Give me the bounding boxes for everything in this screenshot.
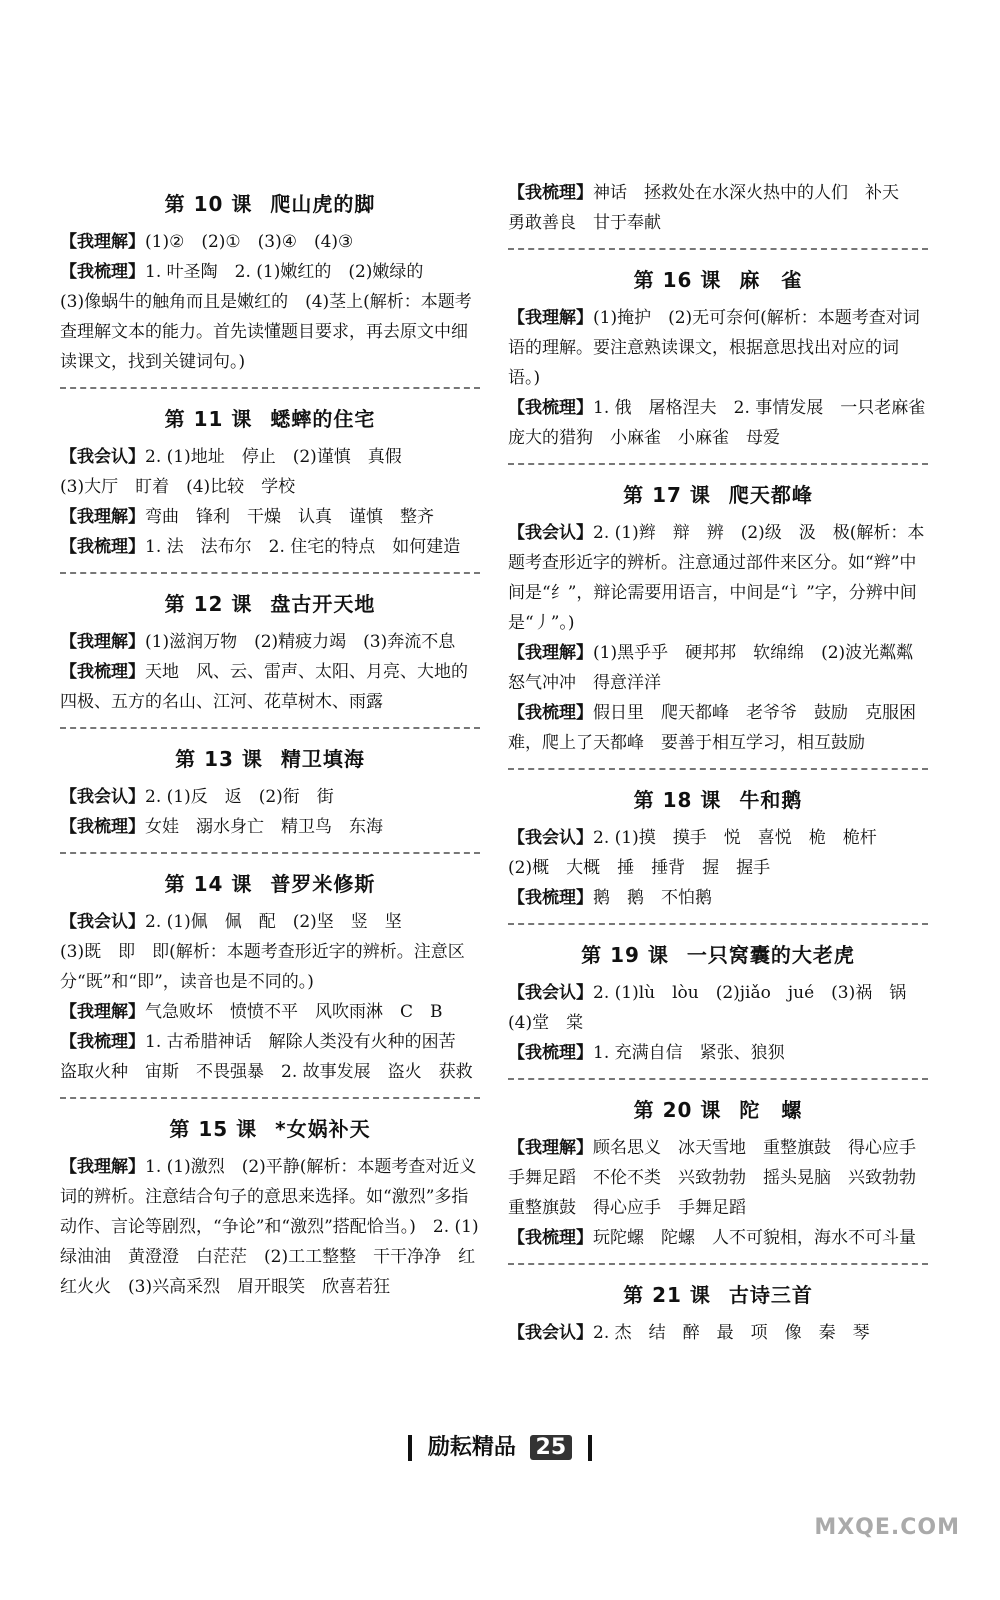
lesson-title bbox=[60, 403, 480, 432]
answer-line bbox=[60, 997, 480, 1027]
answer-tag: 【我会认】 bbox=[508, 1323, 593, 1343]
answer-tag: 【我理解】 bbox=[60, 507, 145, 527]
section-divider bbox=[508, 768, 928, 770]
footer-brand: 励耘精品 bbox=[427, 1435, 516, 1460]
answer-line bbox=[60, 657, 480, 717]
answer-tag: 【我理解】 bbox=[508, 1138, 593, 1158]
answer-tag: 【我梳理】 bbox=[60, 1032, 145, 1052]
answer-line bbox=[508, 698, 928, 758]
right-column bbox=[508, 178, 943, 1348]
section-divider bbox=[60, 572, 480, 574]
answer-tag: 【我理解】 bbox=[60, 1157, 145, 1177]
answer-text: 玩陀螺 陀螺 人不可貌相，海水不可斗量 bbox=[593, 1228, 916, 1248]
lesson-name: 爬天都峰 bbox=[728, 483, 813, 507]
answer-line bbox=[508, 1038, 928, 1068]
answer-tag: 【我会认】 bbox=[60, 912, 145, 932]
lesson-name: 陀 螺 bbox=[739, 1098, 803, 1122]
answer-tag: 【我梳理】 bbox=[508, 1043, 593, 1063]
left-column bbox=[60, 180, 480, 1302]
answer-line bbox=[508, 178, 928, 238]
answer-text: (1)② (2)① (3)④ (4)③ bbox=[145, 232, 354, 252]
answer-tag: 【我梳理】 bbox=[508, 398, 593, 418]
answer-line bbox=[508, 1318, 928, 1348]
answer-tag: 【我会认】 bbox=[508, 983, 593, 1003]
lesson-title bbox=[60, 868, 480, 897]
lesson-number: 第 21 课 bbox=[623, 1283, 711, 1307]
section-divider bbox=[508, 248, 928, 250]
answer-tag: 【我梳理】 bbox=[508, 183, 593, 203]
answer-text: 神话 拯救处在水深火热中的人们 补天 勇敢善良 甘于奉献 bbox=[508, 183, 916, 233]
lesson-title bbox=[60, 743, 480, 772]
section-divider bbox=[508, 1078, 928, 1080]
answer-text: 天地 风、云、雷声、太阳、月亮、大地的四极、五方的名山、江河、花草树木、雨露 bbox=[60, 662, 468, 712]
lesson-name: 蟋蟀的住宅 bbox=[270, 407, 376, 431]
answer-tag: 【我梳理】 bbox=[60, 537, 145, 557]
answer-text: 1. 充满自信 紧张、狼狈 bbox=[593, 1043, 785, 1063]
lesson-title bbox=[508, 784, 928, 813]
answer-text: 2. 杰 结 醉 最 项 像 秦 琴 bbox=[593, 1323, 870, 1343]
lesson-number: 第 12 课 bbox=[164, 592, 253, 616]
answer-text: 2. (1)辫 辩 辨 (2)级 汲 极(解析：本题考查形近字的辨析。注意通过部件来区分。如“辫”中间是“纟”，辩论需要用语言，中间是“讠”字，分辨中间是“丿”。) bbox=[508, 523, 925, 633]
answer-line bbox=[508, 638, 931, 698]
lesson-title bbox=[508, 1094, 928, 1123]
answer-text: 2. (1)lù lòu (2)jiǎo jué (3)祸 锅 (4)堂 棠 bbox=[508, 983, 924, 1033]
answer-line bbox=[60, 442, 480, 472]
lesson-number: 第 16 课 bbox=[633, 268, 722, 292]
lesson-title bbox=[508, 264, 928, 293]
section-divider bbox=[60, 727, 480, 729]
lesson-name: 普罗米修斯 bbox=[270, 872, 376, 896]
answer-line bbox=[508, 518, 928, 638]
lesson-number: 第 15 课 bbox=[169, 1117, 258, 1141]
answer-tag: 【我理解】 bbox=[60, 232, 145, 252]
answer-text: 假日里 爬天都峰 老爷爷 鼓励 克服困难，爬上了天都峰 要善于相互学习，相互鼓励 bbox=[508, 703, 916, 753]
lesson-number: 第 11 课 bbox=[164, 407, 253, 431]
answer-line bbox=[508, 303, 928, 393]
footer-bar-right bbox=[588, 1435, 592, 1461]
lesson-number: 第 18 课 bbox=[633, 788, 722, 812]
answer-text: 1. 俄 屠格涅夫 2. 事情发展 一只老麻雀 庞大的猎狗 小麻雀 小麻雀 母爱 bbox=[508, 398, 943, 448]
answer-line bbox=[60, 472, 480, 502]
answer-text: (1)掩护 (2)无可奈何(解析：本题考查对词语的理解。要注意熟读课文，根据意思找出对应的词语。) bbox=[508, 308, 920, 388]
answer-tag: 【我梳理】 bbox=[508, 703, 593, 723]
answer-line bbox=[60, 812, 480, 842]
lesson-number: 第 14 课 bbox=[164, 872, 253, 896]
lesson-name: 爬山虎的脚 bbox=[270, 192, 376, 216]
answer-text: (3)像蜗牛的触角而且是嫩红的 (4)茎上(解析：本题考查理解文本的能力。首先读懂题目要求，再去原文中细读课文，找到关键词句。) bbox=[60, 292, 472, 372]
answer-tag: 【我梳理】 bbox=[508, 1228, 593, 1248]
answer-text: 2. (1)摸 摸手 悦 喜悦 桅 桅杆 bbox=[593, 828, 877, 848]
answer-line bbox=[508, 853, 928, 883]
answer-tag: 【我理解】 bbox=[508, 643, 593, 663]
lesson-number: 第 20 课 bbox=[633, 1098, 722, 1122]
answer-line bbox=[60, 502, 480, 532]
answer-line bbox=[508, 883, 928, 913]
section-divider bbox=[60, 1097, 480, 1099]
lesson-name: 精卫填海 bbox=[280, 747, 365, 771]
lesson-name: 牛和鹅 bbox=[739, 788, 803, 812]
lesson-name: 一只窝囊的大老虎 bbox=[686, 943, 855, 967]
answer-text: (3)大厅 盯着 (4)比较 学校 bbox=[60, 477, 296, 497]
answer-text: 1. 古希腊神话 解除人类没有火种的困苦 盗取火种 宙斯 不畏强暴 2. 故事发展 盗火 获救 bbox=[60, 1032, 473, 1082]
answer-text: 2. (1)反 返 (2)衔 街 bbox=[145, 787, 334, 807]
answer-line bbox=[60, 257, 480, 287]
answer-tag: 【我梳理】 bbox=[508, 888, 593, 908]
lesson-name: 盘古开天地 bbox=[270, 592, 376, 616]
answer-line bbox=[508, 393, 943, 453]
footer-bar-left bbox=[408, 1435, 412, 1461]
answer-tag: 【我理解】 bbox=[508, 308, 593, 328]
answer-line bbox=[508, 1133, 933, 1223]
lesson-title bbox=[60, 188, 480, 217]
lesson-title bbox=[60, 588, 480, 617]
lesson-name: 麻 雀 bbox=[739, 268, 803, 292]
answer-line bbox=[60, 532, 480, 562]
answer-line bbox=[60, 1027, 480, 1087]
lesson-number: 第 17 课 bbox=[623, 483, 711, 507]
section-divider bbox=[60, 387, 480, 389]
page-footer bbox=[0, 1430, 1000, 1461]
answer-text: 弯曲 锋利 干燥 认真 谨慎 整齐 bbox=[145, 507, 434, 527]
answer-tag: 【我理解】 bbox=[60, 632, 145, 652]
lesson-number: 第 19 课 bbox=[581, 943, 669, 967]
lesson-name: 古诗三首 bbox=[728, 1283, 813, 1307]
answer-tag: 【我会认】 bbox=[508, 523, 593, 543]
answer-text: (1)黑乎乎 硬邦邦 软绵绵 (2)波光粼粼 怒气冲冲 得意洋洋 bbox=[508, 643, 931, 693]
answer-tag: 【我会认】 bbox=[60, 787, 145, 807]
section-divider bbox=[508, 463, 928, 465]
lesson-name: *女娲补天 bbox=[275, 1117, 371, 1141]
lesson-number: 第 13 课 bbox=[175, 747, 263, 771]
answer-tag: 【我梳理】 bbox=[60, 262, 145, 282]
answer-tag: 【我梳理】 bbox=[60, 817, 145, 837]
section-divider bbox=[60, 852, 480, 854]
answer-text: 顾名思义 冰天雪地 重整旗鼓 得心应手 手舞足蹈 不伦不类 兴致勃勃 摇头晃脑 兴致勃勃 重整旗鼓 得心应手 手舞足蹈 bbox=[508, 1138, 933, 1218]
lesson-title bbox=[508, 1279, 928, 1308]
answer-tag: 【我会认】 bbox=[508, 828, 593, 848]
answer-text: 1. 法 法布尔 2. 住宅的特点 如何建造 bbox=[145, 537, 461, 557]
answer-tag: 【我梳理】 bbox=[60, 662, 145, 682]
lesson-title bbox=[508, 939, 928, 968]
answer-tag: 【我理解】 bbox=[60, 1002, 145, 1022]
lesson-number: 第 10 课 bbox=[164, 192, 253, 216]
answer-tag: 【我会认】 bbox=[60, 447, 145, 467]
answer-line bbox=[60, 782, 480, 812]
watermark-logo: MXQE.COM bbox=[814, 1515, 960, 1540]
page-number: 25 bbox=[530, 1435, 573, 1460]
lesson-title bbox=[60, 1113, 480, 1142]
section-divider bbox=[508, 923, 928, 925]
lesson-title bbox=[508, 479, 928, 508]
answer-line bbox=[60, 937, 480, 997]
answer-text: 2. (1)佩 佩 配 (2)坚 竖 坚 bbox=[145, 912, 402, 932]
answer-text: 1. (1)激烈 (2)平静(解析：本题考查对近义词的辨析。注意结合句子的意思来选择。如“激烈”多指动作、言论等剧烈，“争论”和“激烈”搭配恰当。) 2. (1)绿油油 黄澄澄 白茫茫 (2)工工整整 干干净净 红红火火 (3)兴高采烈 眉开眼笑 欣喜若狂 bbox=[60, 1157, 479, 1297]
answer-text: (3)既 即 即(解析：本题考查形近字的辨析。注意区分“既”和“即”，读音也是不同的。) bbox=[60, 942, 465, 992]
answer-line bbox=[508, 1223, 928, 1253]
answer-line bbox=[508, 823, 928, 853]
section-divider bbox=[508, 1263, 928, 1265]
answer-text: 1. 叶圣陶 2. (1)嫩红的 (2)嫩绿的 bbox=[145, 262, 424, 282]
answer-line bbox=[60, 287, 480, 377]
answer-text: 鹅 鹅 不怕鹅 bbox=[593, 888, 712, 908]
answer-line bbox=[60, 1152, 480, 1302]
answer-line bbox=[60, 227, 480, 257]
answer-line bbox=[60, 907, 480, 937]
answer-text: (1)滋润万物 (2)精疲力竭 (3)奔流不息 bbox=[145, 632, 456, 652]
answer-text: 气急败坏 愤愤不平 风吹雨淋 C B bbox=[145, 1002, 443, 1022]
answer-line bbox=[508, 978, 928, 1038]
answer-line bbox=[60, 627, 480, 657]
answer-text: 女娃 溺水身亡 精卫鸟 东海 bbox=[145, 817, 383, 837]
answer-text: 2. (1)地址 停止 (2)谨慎 真假 bbox=[145, 447, 402, 467]
answer-text: (2)概 大概 捶 捶背 握 握手 bbox=[508, 858, 771, 878]
